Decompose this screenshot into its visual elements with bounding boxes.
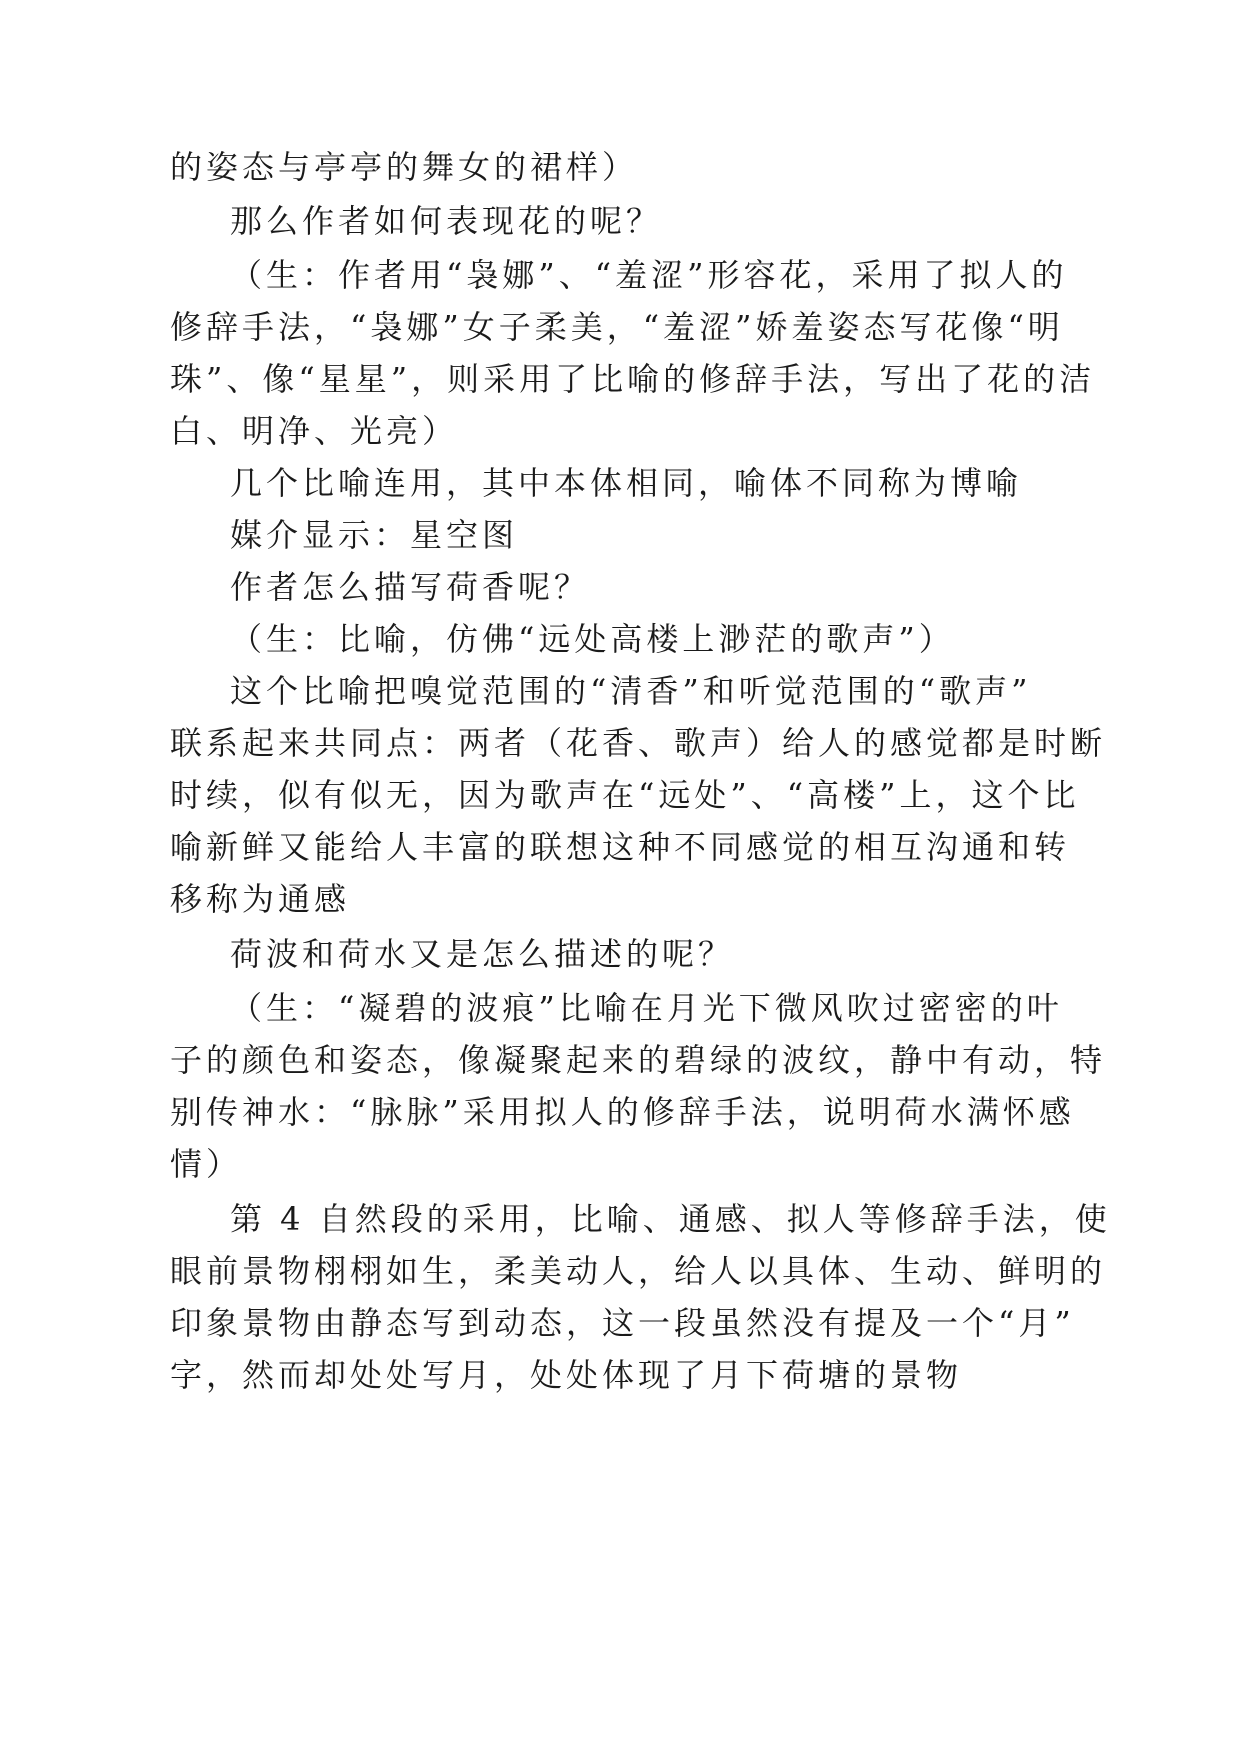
text-line: 那么作者如何表现花的呢？ xyxy=(230,202,663,240)
text-line: 荷波和荷水又是怎么描述的呢？ xyxy=(230,935,735,973)
text-line: 喻新鲜又能给人丰富的联想这种不同感觉的相互沟通和转 xyxy=(170,828,1071,866)
text-line: 作者怎么描写荷香呢？ xyxy=(230,568,591,606)
text-line: 珠”、像“星星”，则采用了比喻的修辞手法，写出了花的洁 xyxy=(170,360,1096,398)
text-line: 时续，似有似无，因为歌声在“远处”、“高楼”上，这个比 xyxy=(170,776,1080,814)
text-line: 的姿态与亭亭的舞女的裙样） xyxy=(170,148,639,186)
text-line: 印象景物由静态写到动态，这一段虽然没有提及一个“月” xyxy=(170,1304,1075,1342)
text-line: （生：比喻，仿佛“远处高楼上渺茫的歌声”） xyxy=(230,620,955,658)
text-line: （生：“凝碧的波痕”比喻在月光下微风吹过密密的叶 xyxy=(230,989,1063,1027)
text-line: 白、明净、光亮） xyxy=(170,412,459,450)
text-line: 修辞手法，“袅娜”女子柔美，“羞涩”娇羞姿态写花像“明 xyxy=(170,308,1064,346)
text-line: 别传神水：“脉脉”采用拟人的修辞手法，说明荷水满怀感 xyxy=(170,1093,1075,1131)
text-line: 几个比喻连用，其中本体相同，喻体不同称为博喻 xyxy=(230,464,1023,502)
text-line: 移称为通感 xyxy=(170,880,351,918)
text-line: 眼前景物栩栩如生，柔美动人，给人以具体、生动、鲜明的 xyxy=(170,1252,1107,1290)
text-line: 媒介显示：星空图 xyxy=(230,516,519,554)
text-line: 第 4 自然段的采用，比喻、通感、拟人等修辞手法，使 xyxy=(230,1200,1111,1238)
text-line: 情） xyxy=(170,1145,243,1183)
text-line: （生：作者用“袅娜”、“羞涩”形容花，采用了拟人的 xyxy=(230,256,1068,294)
text-line: 子的颜色和姿态，像凝聚起来的碧绿的波纹，静中有动，特 xyxy=(170,1041,1107,1079)
text-line: 字，然而却处处写月，处处体现了月下荷塘的景物 xyxy=(170,1356,963,1394)
text-line: 这个比喻把嗅觉范围的“清香”和听觉范围的“歌声” xyxy=(230,672,1032,710)
text-line: 联系起来共同点：两者（花香、歌声）给人的感觉都是时断 xyxy=(170,724,1107,762)
